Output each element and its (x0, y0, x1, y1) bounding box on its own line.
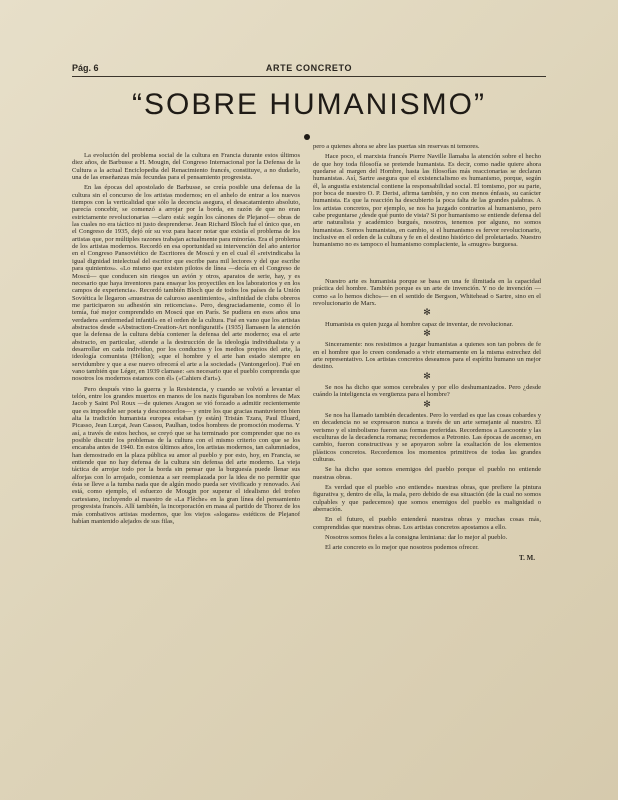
paragraph: Nuestro arte es humanista porque se basa en una fe ilimitada en la capacidad práctica del hombre. También porque es un arte de invención. Y no de invención —como «a lo hemos dicho»— en el sentido de Bergson, Whitehead o Sartre, sino en el revolucionario de Marx. (313, 277, 541, 307)
title-bullet (304, 134, 310, 140)
paragraph: pero a quienes ahora se abre las puertas sin reservas ni temores. (313, 143, 480, 150)
paragraph: Se ha dicho que somos enemigos del pueblo porque el pueblo no entiende nuestras obras. (313, 466, 541, 481)
paragraph: Humanista es quien juzga al hombre capaz de inventar, de revolucionar. (325, 320, 514, 328)
paragraph: Hace poco, el marxista francés Pierre Naville llamaba la atención sobre el hecho de que hoy toda filosofía se pretende humanista. Es decir, como nadie quiere ahora quedarse al margen del Hombre, hasta las filosofías más reaccionarias se declaran humanistas. Así, Sartre asegura que el existencialismo es humanismo, porque, según él, la angustia existencial contiene la responsabilidad social. El tomismo, por su parte, por boca de nuestro O. P. Derisi, afirma también, y no con menos énfasis, su carácter humanista. Es que la reacción ha descubierto la poca falta de las grandes palabras. A los artistas concretos, por ejemplo, se nos ha juzgado contrarios al humanismo, pero cabe preguntarse ¿desde qué punto de vista? Si por humanismo se entiende defensa del arte naturalista y académico burgués, nosotros, tenemos por alguno, no somos humanistas. Somos humanistas, en cambio, si el humanismo es fervor revolucionario, inclusive en el orden de la cultura y fe en el destino histórico del proletariado. Nuestro humanismo no es tampoco el humanismo complaciente, la «mugre» burguesa. (313, 153, 541, 249)
paragraph: Nosotros somos fieles a la consigna leniniana: dar lo mejor al pueblo. (325, 534, 508, 542)
right-column (313, 143, 541, 783)
author-signature: T. M. (518, 553, 535, 562)
paragraph: Pero después vino la guerra y la Resistencia, y cuando se volvió a levantar el telón, entre los grandes muertos en manos de los nazis figuraban los nombres de Max Jacob y Saint Pol Roux —de quienes Aragon se vió forzado a admitir recientemente que es imposible ser poeta y desconocerlos— y entre los que gracias mantuvieron bien alta la tradición humanista europea estaban (y están) Tristán Tzara, Paul Eluard, Picasso, Jean Lurçat, Jean Cassou, Paulhan, todos hombres de promoción moderna. Y así, a través de estos hechos, se creyó que se ha terminado por comprender que no es posible discutir los problemas de la cultura con el mismo criterio con que se los encaraba antes de 1940. En estos últimos años, los artistas modernos, tan calumniados, han demostrado en la plaza pública su amor al pueblo y por esto, hoy, en Francia, se entiende que no hay defensa de la cultura sin defensa del arte moderno. La vieja táctica de arrojar todo por la borda sin pensar que la burguesía puede llenar sus alforjas con lo arrojado, comienza a ser reemplazada por la idea de no permitir que ésta se lleve a la tumba nada que de algún modo pueda ser vivificado y renovado. Así está, como ejemplo, el esfuerzo de Mougin por superar el idealismo del trofeo cartesiano, incluyendo al maestro de «La Flèche» en la gran línea del pensamiento progresista francés. Allí también, la incorporación en masa al partido de Thorez de los más combativos artistas modernos, que los viejos «slogans» estéticos de Plejanof habían mantenido alejados de sus filas, (72, 385, 300, 525)
article-title: “SOBRE HUMANISMO” (131, 88, 486, 121)
separator-star: ✻ (423, 399, 431, 410)
paragraph: El arte concreto es lo mejor que nosotros podemos ofrecer. (325, 544, 479, 552)
paragraph: Se nos ha llamado también decadentes. Pero lo verdad es que las cosas cobardes y en decadencia no se expresaron nunca a través de un arte semejante al nuestro. El verismo y el simbolismo fueron sus formas preferidas. Recordemos a Laocoonte y las esculturas de la decadencia romana; recordemos a Petronio. Las épocas de ascenso, en cambio, fueron constructivas y se apoyaron sobre la exaltación de los elementos plásticos concretos. Recordemos los momentos primitivos de todas las grandes culturas. (313, 411, 541, 464)
column-gap (313, 252, 541, 278)
paragraph: Sinceramente: nos resistimos a juzgar humanistas a quienes son tan pobres de fe en el hombre que lo creen condenado a vivir eternamente en la misma estrechez del arte representativo. Los artistas concretos deseamos para el espíritu humano un mejor destino. (313, 341, 541, 371)
paragraph: En el futuro, el pueblo entenderá nuestras obras y muchas cosas más, comprendidas que nuestras obras. Los artistas concretos apostamos a ello. (313, 516, 541, 531)
paragraph: En las épocas del apostolado de Barbusse, se creía posible una defensa de la cultura sin el concurso de los artistas modernos; en el anhelo de entrar a los nuevos tiempos con la verticalidad que sólo la decencia asegura, el desacatamiento absoluto, parecía concebir, se comenzó a arrojar por la borda, en razón de que no eran estrictamente revolucionarias —claro está: según los cánones de Plejanof— obras de las cuales no era táctico ni justo desprenderse. Jean Richard Bloch fué el único que, en el Congreso de 1935, dejó oír su voz para hacer notar que existía el problema de los artistas que, por múltiples razones trabajan actualmente para minorías. Era el problema de los artistas modernos. Recordó en esa oportunidad su intervención del año anterior en el Congreso Pansoviético de Escritores de Moscú y en el cual él «reivindicaba la igual dignidad intelectual del escritor que escribe para mil lectores y del que escribe para quinientos». «Lo mismo que existen pilotos de línea —decía en el Congreso de Moscú— que conducen sin riesgos un avión y otros, aparatos de serie, hay, y es necesario que haya inventores para ensayar los proyectiles en los laboratorios y en los campos de experiencia». Recordó también Bloch que de todos los países de la Unión Soviética le llegaron «muestras de caluroso asentimiento», «infinidad de clubs obreros me participaron su adhesión sin reticencias». Pero, desgraciadamente, como él lo temía, fué mejor comprendido en Moscú que en París. Se pudiera en esos años una verdadera «enfermedad infantil» en el orden de la cultura. Fué en vano que los artistas abstractos desde «Abstraction-Creation-Art nonfiguratif» (1935) llamasen la atención que la defensa de la cultura debía contener la defensa del arte moderno; esa el arte abstracto, en particular, «tiende a la destrucción de la ideología individualista y a desarrollar en cada individuo, por los conductos y los medios propios del arte, la ideología comunista (Hélion); «que el hombre y el arte han estado siempre en servidumbre y que a ese nuevo ofrecerá el arte a la sociedad» (Vantongerloo). Fué en vano también que Léger, en 1939 clamase: «es necesario que el pueblo comprenda que nosotros los modernos estamos con él» («Cahiers d'art»). (72, 184, 300, 383)
separator-star: ✻ (423, 371, 431, 382)
separator-star: ✻ (423, 328, 431, 339)
paragraph: La evolución del problema social de la cultura en Francia durante estos últimos diez años, de Barbusse a H. Mougin, del Congreso Internacional por la Defensa de la Cultura a la actual Enciclopedia del Renacimiento francés, constituye, a no dudarlo, una de las enseñanzas más fecundas para el pensamiento progresista. (72, 152, 300, 182)
left-column (72, 152, 300, 772)
paragraph: Es verdad que el pueblo «no entiende» nuestras obras, que prefiere la pintura figurativa y, dentro de ella, la mala, pero debido de esa situación (de la cual no somos culpables y que padecemos) que somos enemigos del pueblo es malignidad o aberración. (313, 484, 541, 514)
page-number: Pág. 6 (72, 63, 99, 73)
page-header (72, 60, 546, 77)
paragraph: Se nos ha dicho que somos cerebrales y por ello deshumanizados. Pero ¿desde cuándo la inteligencia es vergüenza para el hombre? (313, 383, 541, 399)
running-title: ARTE CONCRETO (265, 63, 353, 73)
separator-star: ✻ (423, 308, 431, 319)
